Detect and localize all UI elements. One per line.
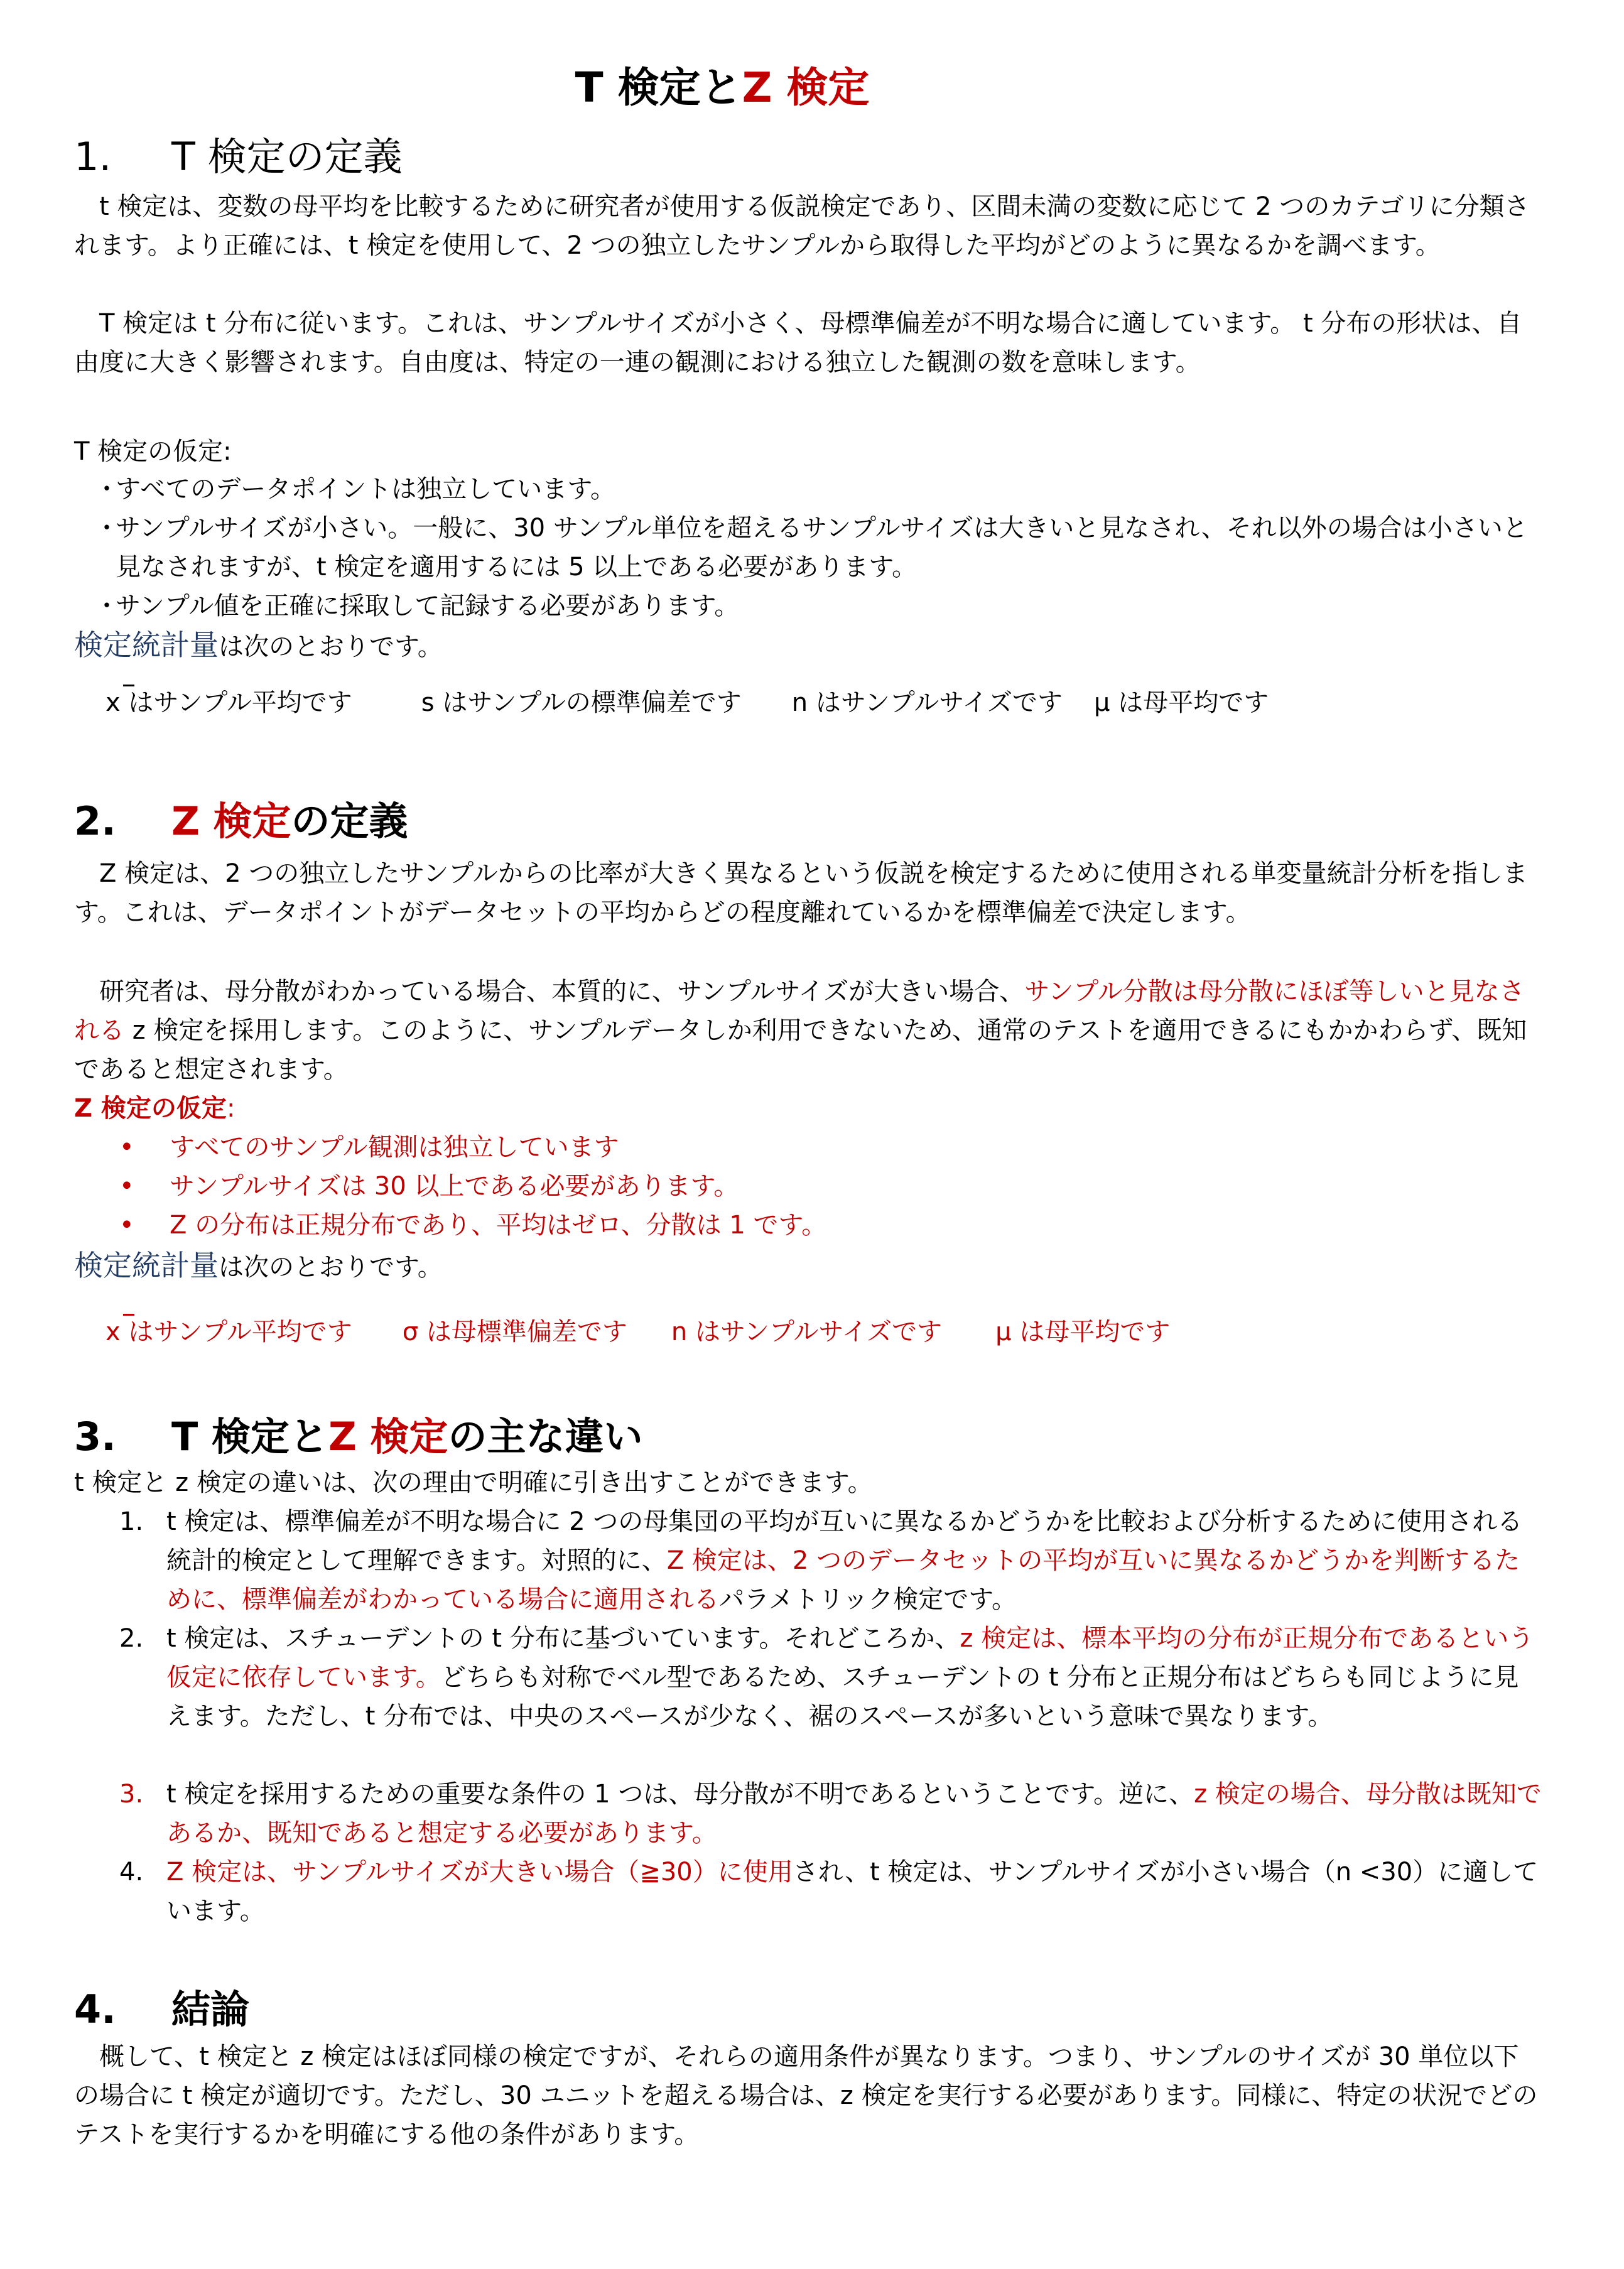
section-1-title: T 検定の定義 [171, 134, 403, 180]
t-symbol-legend [106, 683, 1269, 722]
bullet-mark: • [119, 1133, 134, 1162]
z-assumptions-label-text: Z 検定の仮定 [74, 1094, 227, 1123]
item-text-plain: どちらも対称でベル型であるため、スチューデントの t 分布と正規分布はどちらも同じように見えます。ただし、t 分布では、中央のスペースが少なく、裾のスペースが多いという意味で異なります。 [166, 1663, 1519, 1731]
section-2-paragraph-2-red: サンプル分散は母分散にほぼ等しいと見なされる [74, 977, 1525, 1045]
section-1-paragraph-2: T 検定は t 分布に従います。これは、サンプルサイズが小さく、母標準偏差が不明な場合に適しています。 t 分布の形状は、自由度に大きく影響されます。自由度は、特定の一連の観測における独立した観測の数を意味します。 [74, 309, 1522, 377]
section-2-paragraph-1: Z 検定は、2 つの独立したサンプルからの比率が大きく異なるという仮説を検定するために使用される単変量統計分析を指します。これは、データポイントがデータセットの平均からどの程度離れているかを標準偏差で決定します。 [74, 859, 1528, 927]
z-assumption-item [119, 1128, 1501, 1167]
bullet-mark: ・ [94, 592, 119, 620]
section-3-title-a: T 検定と [171, 1414, 328, 1459]
item-text [119, 1502, 1542, 1619]
z-assumption-item [119, 1167, 1501, 1206]
legend-sample-size: n はサンプルサイズです [671, 1318, 943, 1346]
section-1-heading [74, 132, 403, 182]
item-number: 2. [119, 1624, 144, 1653]
difference-item [119, 1775, 1542, 1853]
legend-sample-sd: s はサンプルの標準偏差です [421, 688, 742, 717]
section-3-intro: t 検定と z 検定の違いは、次の理由で明確に引き出すことができます。 [74, 1468, 873, 1497]
item-text-plain: t 検定は、標準偏差が不明な場合に 2 つの母集団の平均が互いに異なるかどうかを比較および分析するために使用される統計的検定として理解できます。対照的に、 [166, 1507, 1523, 1575]
difference-item [119, 1853, 1542, 1931]
legend-population-sd: σ は母標準偏差です [402, 1318, 627, 1346]
item-text [119, 1775, 1542, 1853]
item-text-red: Z 検定は、サンプルサイズが大きい場合（≧30）に使用 [166, 1858, 793, 1887]
bullet-mark: • [119, 1211, 134, 1240]
item-text-plain: パラメトリック検定です。 [719, 1585, 1017, 1614]
title-z-part: Z 検定 [742, 63, 870, 112]
z-assumption-text: すべてのサンプル観測は独立しています [170, 1133, 619, 1162]
test-statistic-term: 検定統計量 [74, 628, 219, 662]
item-text-plain: t 検定は、スチューデントの t 分布に基づいています。それどころか、 [166, 1624, 960, 1653]
section-4-number: 4. [74, 1986, 116, 2032]
t-assumption-text: すべてのデータポイントは独立しています。 [116, 475, 615, 504]
item-number: 4. [119, 1858, 144, 1887]
t-statistic-intro [74, 625, 443, 666]
section-2-number: 2. [74, 798, 116, 844]
t-assumption-text: サンプル値を正確に採取して記録する必要があります。 [116, 592, 740, 620]
item-text [119, 1853, 1542, 1931]
section-2-paragraph-2 [74, 972, 1544, 1089]
test-statistic-term: 検定統計量 [74, 1248, 219, 1282]
bullet-mark: ・ [94, 514, 119, 543]
section-2-heading [74, 796, 408, 847]
z-statistic-intro [74, 1246, 443, 1287]
item-text-plain: され、t 検定は、サンプルサイズが小さい場合（n <30）に適しています。 [166, 1858, 1539, 1925]
item-text-red: z 検定の場合、母分散は既知であるか、既知であると想定する必要があります。 [166, 1780, 1542, 1848]
section-2-paragraph-2-c: z 検定を採用します。このように、サンプルデータしか利用できないため、通常のテストを適用できるにもかかわらず、既知であると想定されます。 [74, 1016, 1527, 1084]
t-test-assumptions-label: T 検定の仮定: [74, 437, 232, 466]
legend-population-mean: μ は母平均です [995, 1318, 1171, 1346]
t-assumption-item [94, 470, 1545, 509]
section-3-title-b: の主な違い [448, 1414, 643, 1459]
section-4-heading [74, 1985, 249, 2035]
z-assumption-text: サンプルサイズは 30 以上である必要があります。 [170, 1172, 739, 1201]
legend-population-mean: μ は母平均です [1094, 688, 1269, 717]
section-4-title: 結論 [171, 1986, 250, 2032]
legend-sample-size: n はサンプルサイズです [791, 688, 1063, 717]
z-test-assumptions-label [74, 1089, 235, 1128]
item-text-red: z 検定は、標本平均の分布が正規分布であるという仮定に依存しています。 [166, 1624, 1534, 1692]
t-assumption-item [94, 509, 1545, 587]
difference-item [119, 1619, 1542, 1736]
legend-sample-mean: x はサンプル平均です [106, 1313, 352, 1351]
section-4-paragraph: 概して、t 検定と z 検定はほぼ同様の検定ですが、それらの適用条件が異なります。つまり、サンプルのサイズが 30 単位以下の場合に t 検定が適切です。ただし、30 ユニットを超える場合は、z 検定を実行する必要があります。同様に、特定の状況でどのテストを実行するかを明確にする他の条件があります。 [74, 2042, 1538, 2149]
bullet-mark: ・ [94, 475, 119, 504]
z-assumption-item [119, 1206, 1501, 1245]
section-2-title-red: Z 検定 [171, 798, 291, 844]
difference-item [119, 1502, 1542, 1619]
item-number: 1. [119, 1507, 144, 1536]
t-assumption-item [94, 587, 1545, 625]
test-statistic-rest: は次のとおりです。 [219, 632, 443, 661]
test-statistic-rest: は次のとおりです。 [219, 1253, 443, 1282]
section-1-number: 1. [74, 134, 112, 180]
section-3-title-red: Z 検定 [328, 1414, 448, 1459]
section-1-paragraph-1: t 検定は、変数の母平均を比較するために研究者が使用する仮説検定であり、区間未満の変数に応じて 2 つのカテゴリに分類されます。より正確には、t 検定を使用して、2 つの独立したサンプルから取得した平均がどのように異なるかを調べます。 [74, 192, 1530, 260]
bullet-mark: • [119, 1172, 134, 1201]
document-title [0, 60, 1444, 116]
item-number: 3. [119, 1780, 144, 1809]
section-2-title-rest: の定義 [291, 798, 408, 844]
z-symbol-legend [106, 1313, 1170, 1351]
title-t-part: T 検定と [575, 63, 742, 112]
legend-sample-mean: x はサンプル平均です [106, 683, 352, 722]
item-text-plain: t 検定を採用するための重要な条件の 1 つは、母分散が不明であるということです。逆に、 [166, 1780, 1194, 1809]
z-assumptions-colon: : [226, 1094, 235, 1123]
section-3-number: 3. [74, 1414, 116, 1459]
section-3-heading [74, 1412, 642, 1462]
item-text [119, 1619, 1542, 1736]
section-2-paragraph-2-a: 研究者は、母分散がわかっている場合、本質的に、サンプルサイズが大きい場合、 [99, 977, 1025, 1006]
z-assumption-text: Z の分布は正規分布であり、平均はゼロ、分散は 1 です。 [170, 1211, 827, 1240]
item-text-red: Z 検定は、2 つのデータセットの平均が互いに異なるかどうかを判断するために、標準偏差がわかっている場合に適用される [166, 1546, 1520, 1614]
t-assumption-text: サンプルサイズが小さい。一般に、30 サンプル単位を超えるサンプルサイズは大きいと見なされ、それ以外の場合は小さいと見なされますが、t 検定を適用するには 5 以上である必要があります。 [116, 514, 1528, 582]
